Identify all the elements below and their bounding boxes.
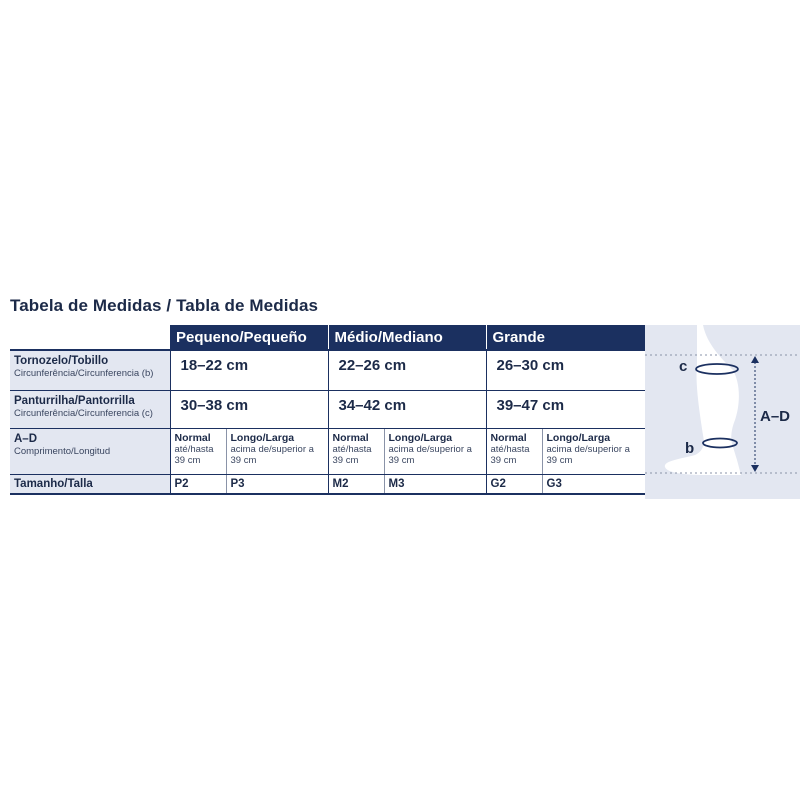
size-p3: P3 — [226, 474, 328, 494]
label-b: b — [685, 440, 695, 457]
chart-title: Tabela de Medidas / Tabla de Medidas — [10, 296, 319, 315]
size-m3: M3 — [384, 474, 486, 494]
length-small-long: Longo/Larga acima de/superior a 39 cm — [226, 428, 328, 474]
ad-arrow-bottom — [751, 465, 759, 472]
row-label-calf: Panturrilha/Pantorrilla Circunferência/Circunferencia (c) — [10, 390, 170, 428]
ankle-small: 18–22 cm — [170, 350, 328, 390]
ankle-medium: 22–26 cm — [328, 350, 486, 390]
row-label-ankle: Tornozelo/Tobillo Circunferência/Circunferencia (b) — [10, 350, 170, 390]
calf-medium: 34–42 cm — [328, 390, 486, 428]
calf-large: 39–47 cm — [486, 390, 645, 428]
length-small-normal: Normal até/hasta 39 cm — [170, 428, 226, 474]
header-large: Grande — [486, 325, 645, 350]
leg-shape — [665, 325, 741, 475]
length-large-long: Longo/Larga acima de/superior a 39 cm — [542, 428, 645, 474]
ad-arrow-top — [751, 356, 759, 363]
label-c: c — [679, 358, 688, 375]
row-ankle — [10, 350, 645, 390]
header-medium: Médio/Mediano — [328, 325, 486, 350]
header-small: Pequeno/Pequeño — [170, 325, 328, 350]
length-medium-long: Longo/Larga acima de/superior a 39 cm — [384, 428, 486, 474]
row-length — [10, 428, 645, 474]
leg-diagram — [645, 325, 800, 499]
header-blank — [10, 325, 170, 350]
calf-small: 30–38 cm — [170, 390, 328, 428]
length-large-normal: Normal até/hasta 39 cm — [486, 428, 542, 474]
ankle-large: 26–30 cm — [486, 350, 645, 390]
row-label-length: A–D Comprimento/Longitud — [10, 428, 170, 474]
label-ad: A–D — [760, 408, 791, 425]
leg-illustration — [645, 325, 800, 499]
header-row — [10, 325, 645, 350]
length-medium-normal: Normal até/hasta 39 cm — [328, 428, 384, 474]
size-p2: P2 — [170, 474, 226, 494]
row-size — [10, 474, 645, 494]
size-table — [10, 325, 645, 495]
row-label-size: Tamanho/Talla — [10, 474, 170, 494]
size-g2: G2 — [486, 474, 542, 494]
size-g3: G3 — [542, 474, 645, 494]
size-m2: M2 — [328, 474, 384, 494]
row-calf — [10, 390, 645, 428]
